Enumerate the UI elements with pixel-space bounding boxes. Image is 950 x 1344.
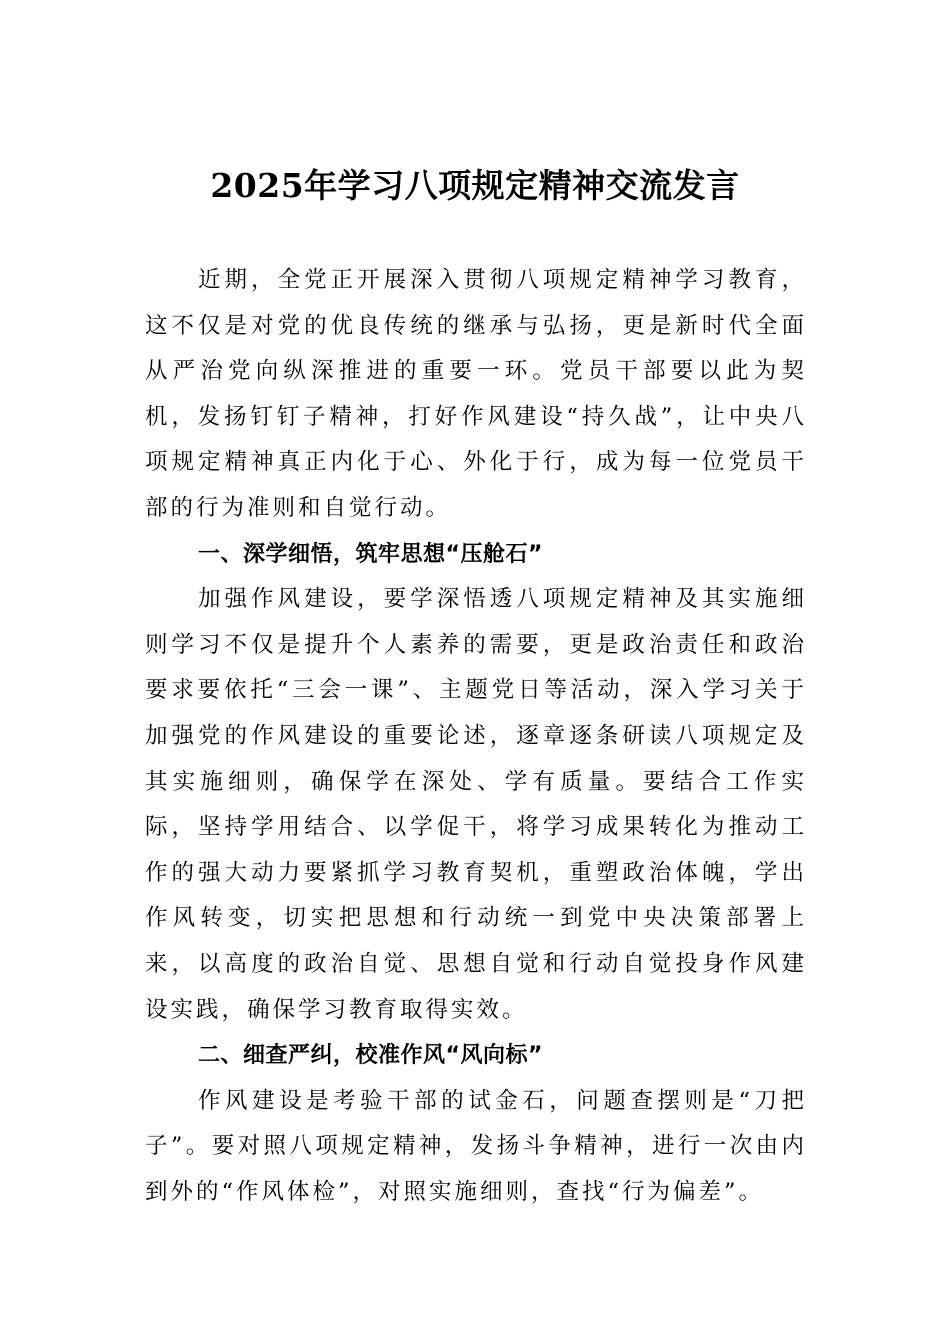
document-title: 2025年学习八项规定精神交流发言 (210, 166, 740, 205)
section-1-paragraph: 加强作风建设，要学深悟透八项规定精神及其实施细则学习不仅是提升个人素养的需要，更是政治责任和政治要求要依托“三会一课”、主题党日等活动，深入学习关于加强党的作风建设的重要论述，逐章逐条研读八项规定及其实施细则，确保学在深处、学有质量。要结合工作实际，坚持学用结合、以学促干，将学习成果转化为推动工作的强大动力要紧抓学习教育契机，重塑政治体魄，学出作风转变，切实把思想和行动统一到党中央决策部署上来，以高度的政治自觉、思想自觉和行动自觉投身作风建设实践，确保学习教育取得实效。 (145, 586, 807, 1023)
section-2-paragraph: 作风建设是考验干部的试金石，问题查摆则是“刀把子”。要对照八项规定精神，发扬斗争精神，进行一次由内到外的“作风体检”，对照实施细则，查找“行为偏差”。 (145, 1087, 807, 1205)
intro-paragraph: 近期，全党正开展深入贯彻八项规定精神学习教育，这不仅是对党的优良传统的继承与弘扬，更是新时代全面从严治党向纵深推进的重要一环。党员干部要以此为契机，发扬钉钉子精神，打好作风建设“持久战”，让中央八项规定精神真正内化于心、外化于行，成为每一位党员干部的行为准则和自觉行动。 (145, 267, 807, 521)
document-body (145, 258, 807, 1215)
section-2-heading: 二、细查严纠，校准作风“风向标” (198, 1043, 543, 1069)
section-1-heading: 一、深学细悟，筑牢思想“压舱石” (198, 541, 543, 567)
